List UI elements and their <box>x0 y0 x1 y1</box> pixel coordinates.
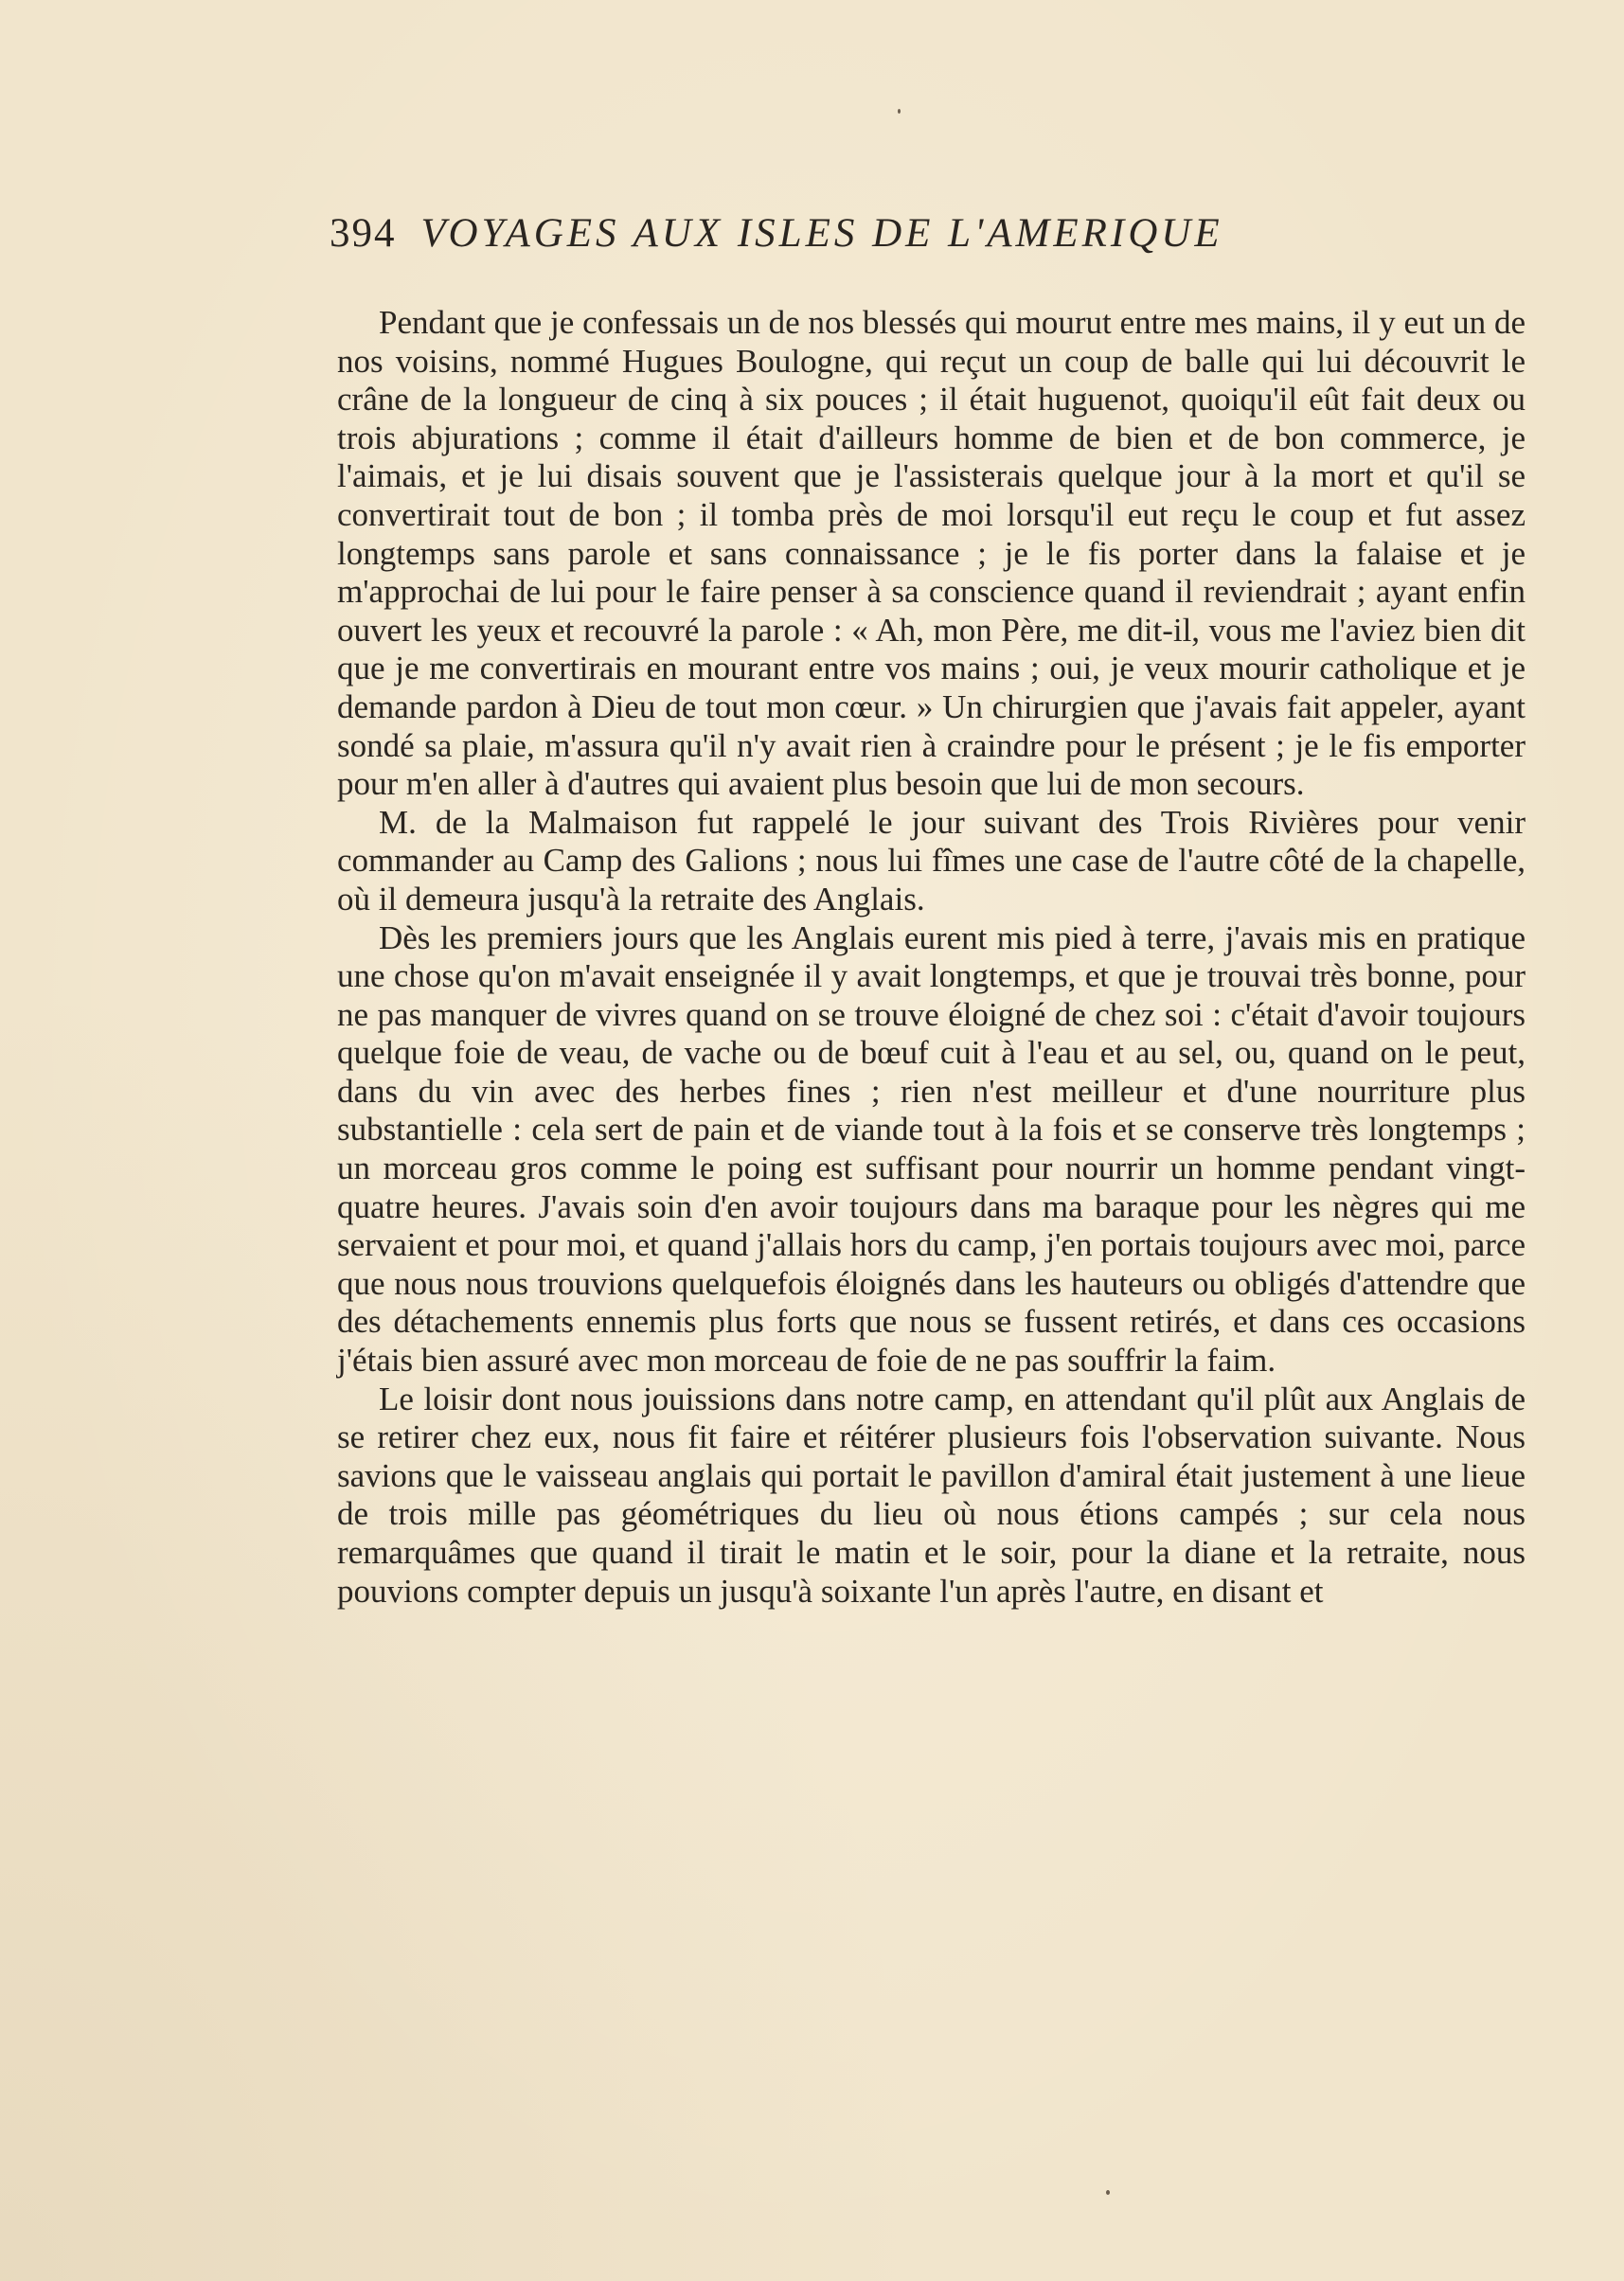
paragraph-4: Le loisir dont nous jouissions dans notre camp, en attendant qu'il plût aux Anglais de se retirer chez eux, nous fit faire et réitérer plusieurs fois l'observation suivante. Nous savions que le vaisseau anglais qui portait le pavillon d'amiral était justement à une lieue de trois mille pas géométriques du lieu où nous étions campés ; sur cela nous remarquâmes que quand il tirait le matin et le soir, pour la diane et la retraite, nous pouvions compter depuis un jusqu'à soixante l'un après l'autre, en disant et <box>337 1380 1526 1610</box>
paragraph-1: Pendant que je confessais un de nos blessés qui mourut entre mes mains, il y eut un de nos voisins, nommé Hugues Boulogne, qui reçut un coup de balle qui lui découvrit le crâne de la longueur de cinq à six pouces ; il était huguenot, quoiqu'il eût fait deux ou trois abjurations ; comme il était d'ailleurs homme de bien et de bon commerce, je l'aimais, et je lui disais souvent que je l'assisterais quelque jour à la mort et qu'il se convertirait tout de bon ; il tomba près de moi lorsqu'il eut reçu le coup et fut assez longtemps sans parole et sans connaissance ; je le fis porter dans la falaise et je m'approchai de lui pour le faire penser à sa conscience quand il reviendrait ; ayant enfin ouvert les yeux et recouvré la parole : « Ah, mon Père, me dit-il, vous me l'aviez bien dit que je me convertirais en mourant entre vos mains ; oui, je veux mourir catholique et je demande pardon à Dieu de tout mon cœur. » Un chirurgien que j'avais fait appeler, ayant sondé sa plaie, m'assura qu'il n'y avait rien à craindre pour le présent ; je le fis emporter pour m'en aller à d'autres qui avaient plus besoin que lui de mon secours. <box>337 304 1526 803</box>
paragraph-2: M. de la Malmaison fut rappelé le jour suivant des Trois Rivières pour venir commander au Camp des Galions ; nous lui fîmes une case de l'autre côté de la chapelle, où il demeura jusqu'à la retraite des Anglais. <box>337 803 1526 918</box>
speck-mark <box>898 109 901 114</box>
running-title: VOYAGES AUX ISLES DE L'AMERIQUE <box>420 211 1223 256</box>
page-number: 394 <box>330 211 397 256</box>
speck-mark <box>1106 2190 1110 2195</box>
body-text <box>337 304 1526 1611</box>
paragraph-3: Dès les premiers jours que les Anglais eurent mis pied à terre, j'avais mis en pratique une chose qu'on m'avait enseignée il y avait longtemps, et que je trouvai très bonne, pour ne pas manquer de vivres quand on se trouve éloigné de chez soi : c'était d'avoir toujours quelque foie de veau, de vache ou de bœuf cuit à l'eau et au sel, ou, quand on le peut, dans du vin avec des herbes fines ; rien n'est meilleur et d'une nourriture plus substantielle : cela sert de pain et de viande tout à la fois et se conserve très longtemps ; un morceau gros comme le poing est suffisant pour nourrir un homme pendant vingt-quatre heures. J'avais soin d'en avoir toujours dans ma baraque pour les nègres qui me servaient et pour moi, et quand j'allais hors du camp, j'en portais toujours avec moi, parce que nous nous trouvions quelquefois éloignés dans les hauteurs ou obligés d'attendre que des détachements ennemis plus forts que nous se fussent retirés, et dans ces occasions j'étais bien assuré avec mon morceau de foie de ne pas souffrir la faim. <box>337 918 1526 1380</box>
running-head <box>330 210 1542 267</box>
